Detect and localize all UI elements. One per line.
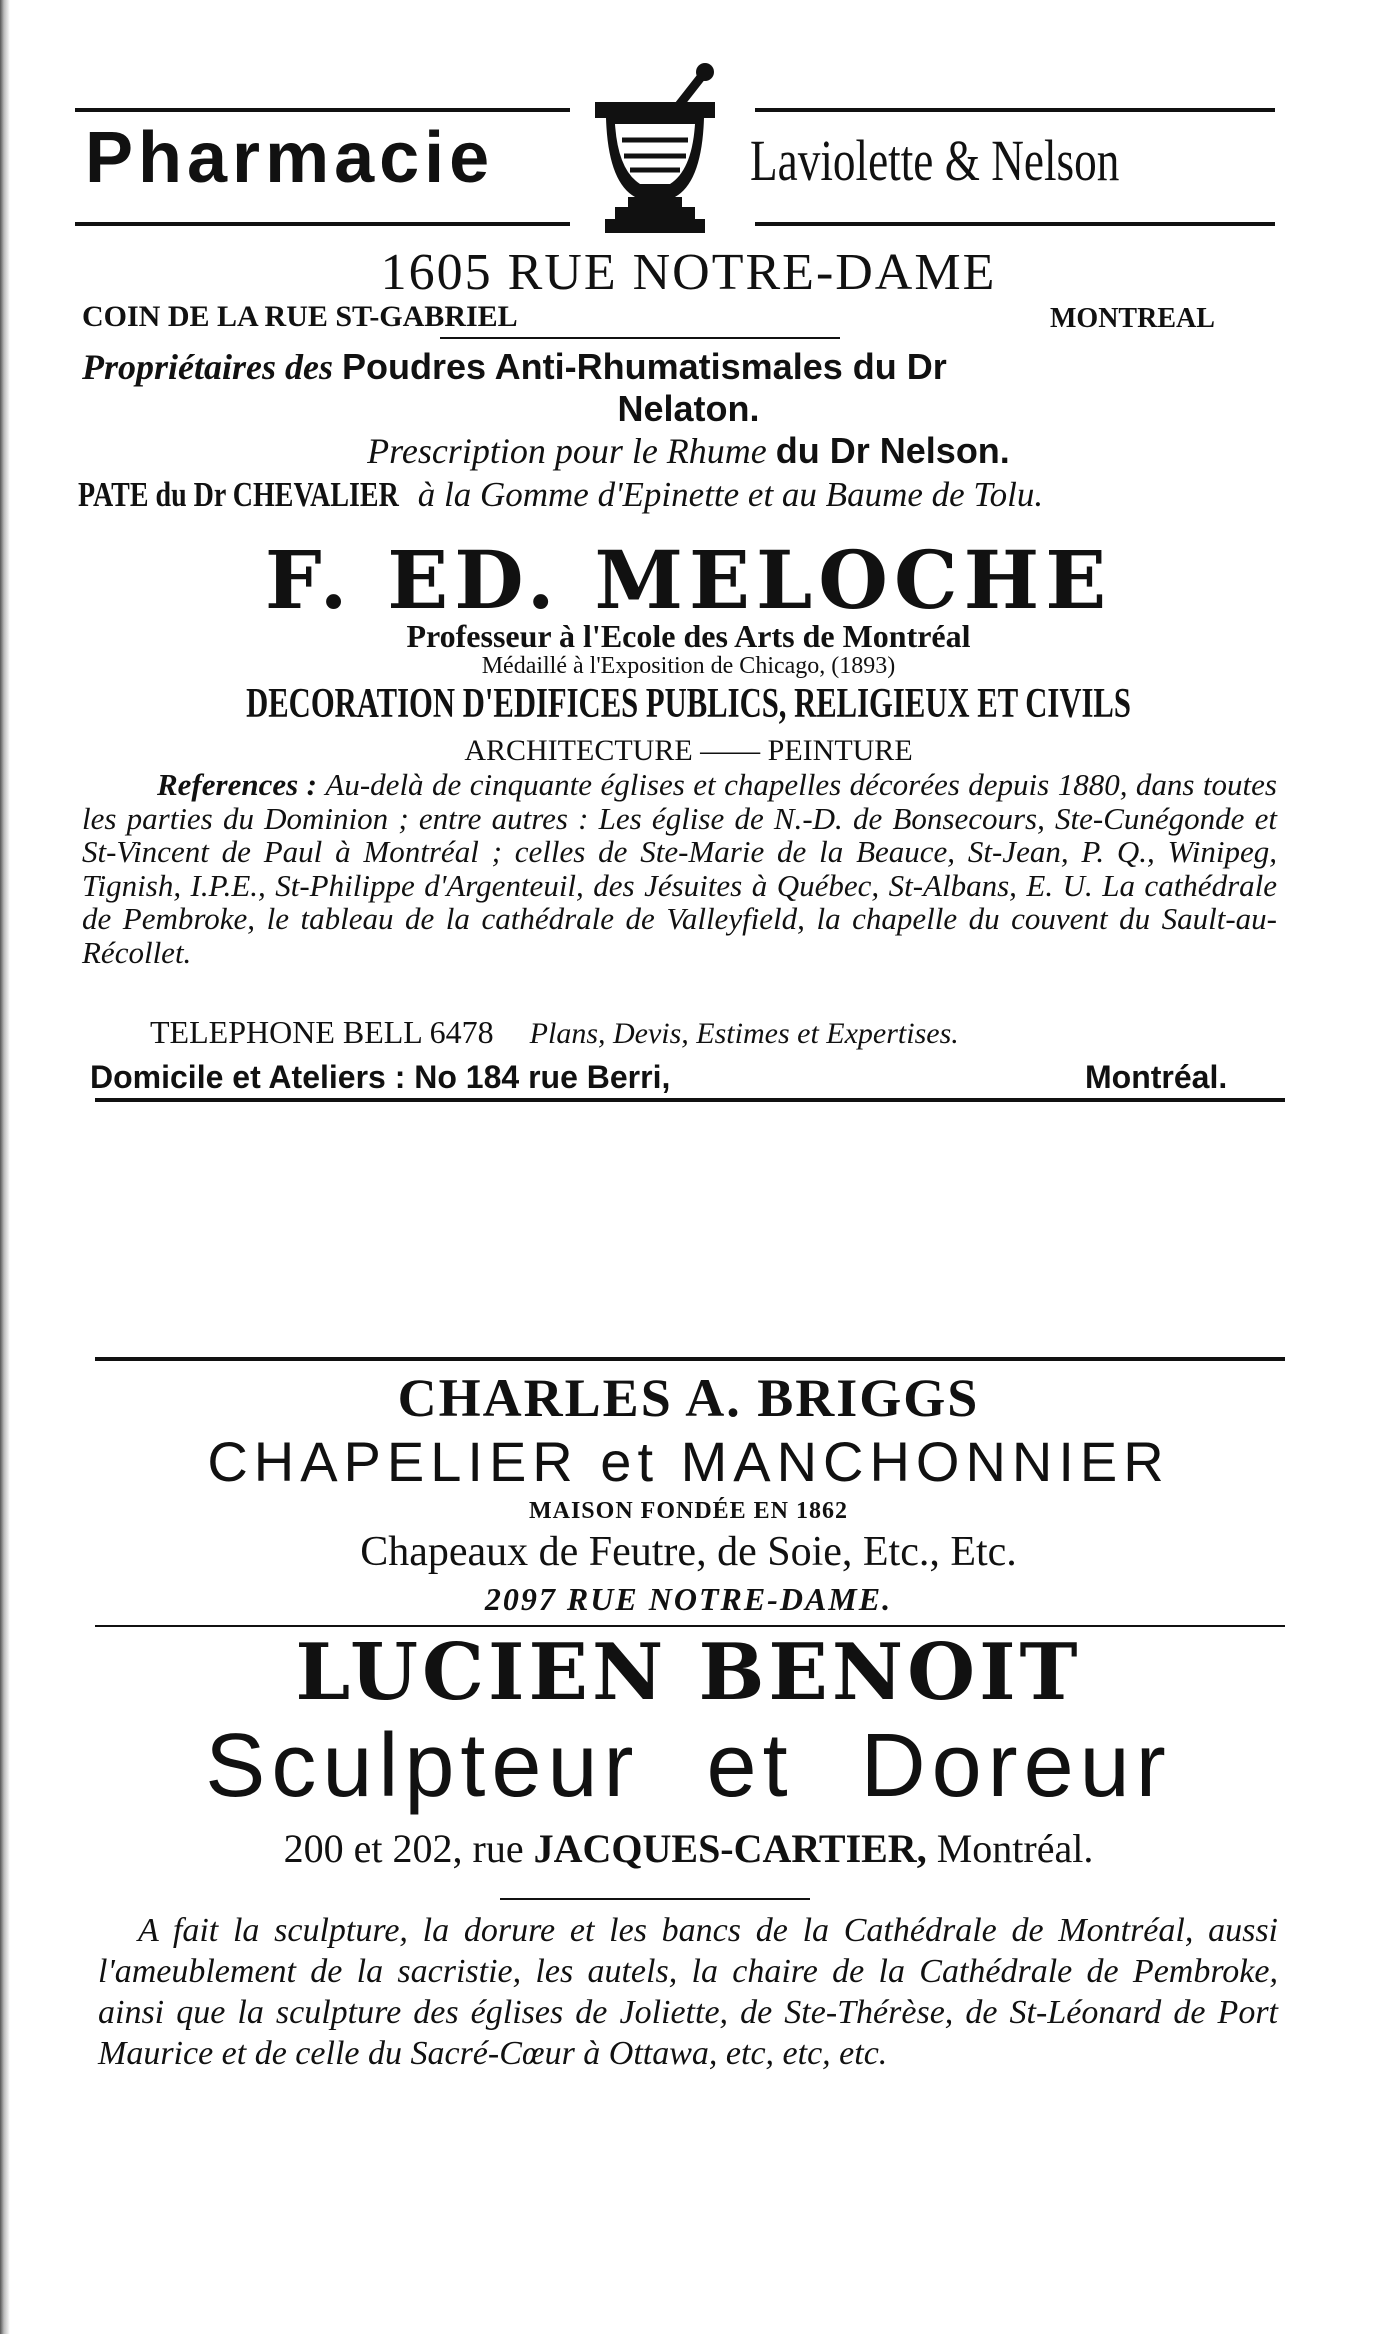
benoit-address-city: Montréal. bbox=[936, 1826, 1094, 1871]
rule bbox=[95, 1357, 1285, 1361]
meloche-refs-label: References : bbox=[157, 767, 317, 802]
benoit-name: LUCIEN BENOIT bbox=[295, 1627, 1082, 1718]
pharmacie-line1-italic: Propriétaires des bbox=[82, 347, 333, 387]
page-edge bbox=[0, 0, 10, 2334]
pharmacie-firm: Laviolette & Nelson bbox=[750, 128, 1120, 193]
pharmacie-line1 bbox=[82, 346, 1277, 388]
briggs-trade: CHAPELIER et MANCHONNIER bbox=[207, 1430, 1170, 1493]
pharmacie-line2 bbox=[0, 430, 1377, 472]
rule bbox=[95, 1098, 1285, 1102]
rule bbox=[755, 108, 1275, 112]
rule bbox=[75, 108, 570, 112]
rule bbox=[755, 222, 1275, 226]
briggs-founded: MAISON FONDÉE EN 1862 bbox=[528, 1498, 849, 1524]
briggs-products: Chapeaux de Feutre, de Soie, Etc., Etc. bbox=[360, 1529, 1017, 1575]
meloche-city: Montréal. bbox=[1085, 1059, 1228, 1095]
meloche-references bbox=[82, 768, 1277, 969]
meloche-medal: Médaillé à l'Exposition de Chicago, (1893) bbox=[481, 653, 896, 679]
pharmacie-line2-italic: Prescription pour le Rhume bbox=[367, 431, 767, 471]
pharmacie-line2-rest: du Dr Nelson. bbox=[775, 430, 1010, 471]
meloche-decoration: DECORATION D'EDIFICES PUBLICS, RELIGIEUX ET CIVILS bbox=[246, 681, 1131, 727]
meloche-domicile: Domicile et Ateliers : No 184 rue Berri, bbox=[90, 1059, 671, 1095]
meloche-refs-text: Au-delà de cinquante églises et chapelles décorées depuis 1880, dans toutes les parties du Dominion ; entre autres : Les église de N.-D. de Bonsecours, Ste-Cunégonde et St-Vincent de Paul à Montréal ; celles de Ste-Marie de la Beauce, St-Jean, P. Q., Winipeg, Tignish, I.P.E., St-Philippe d'Argenteuil, des Jésuites à Québec, St-Albans, E. U. La cathédrale de Pembroke, le tableau de la cathédrale de Valleyfield, la chapelle du couvent du Sault-au-Récollet. bbox=[82, 767, 1277, 970]
benoit-trade: Sculpteur et Doreur bbox=[205, 1716, 1172, 1816]
briggs-name: CHARLES A. BRIGGS bbox=[397, 1368, 980, 1428]
pharmacie-line3-bold: PATE du Dr CHEVALIER bbox=[78, 475, 399, 514]
rule bbox=[500, 1898, 810, 1900]
pharmacie-city: MONTREAL bbox=[1050, 303, 1215, 334]
rule bbox=[75, 222, 570, 226]
pharmacie-line1-rest: Poudres Anti-Rhumatismales du Dr bbox=[341, 346, 947, 387]
pharmacie-line1-cont: Nelaton. bbox=[617, 388, 760, 429]
pharmacie-title: Pharmacie bbox=[85, 118, 495, 198]
pharmacie-corner: COIN DE LA RUE ST-GABRIEL bbox=[82, 300, 518, 333]
meloche-professor: Professeur à l'Ecole des Arts de Montréal bbox=[406, 618, 971, 654]
meloche-telephone: TELEPHONE BELL 6478 bbox=[150, 1014, 494, 1050]
benoit-description: A fait la sculpture, la dorure et les bancs de la Cathédrale de Montréal, aussi l'ameublement de la sacristie, les autels, la chaire de la Cathédrale de Pembroke, ainsi que la sculpture des églises de Joliette, de Ste-Thérèse, de St-Léonard de Port Maurice et de celle du Sacré-Cœur à Ottawa, etc, etc, etc. bbox=[98, 1912, 1278, 2072]
mortar-pestle-icon bbox=[580, 62, 730, 237]
benoit-address-street: JACQUES-CARTIER, bbox=[533, 1826, 927, 1871]
meloche-arch: ARCHITECTURE —— PEINTURE bbox=[464, 734, 913, 767]
meloche-telephone-line bbox=[150, 1013, 959, 1053]
pharmacie-address: 1605 RUE NOTRE-DAME bbox=[380, 244, 997, 301]
benoit-address bbox=[0, 1826, 1377, 1872]
meloche-plans: Plans, Devis, Estimes et Expertises. bbox=[529, 1017, 959, 1050]
benoit-address-pre: 200 et 202, rue bbox=[283, 1826, 524, 1871]
pharmacie-line3 bbox=[78, 474, 1043, 516]
briggs-address: 2097 RUE NOTRE-DAME. bbox=[484, 1581, 893, 1617]
meloche-name: F. ED. MELOCHE bbox=[264, 533, 1113, 627]
rule bbox=[440, 337, 840, 339]
pharmacie-line3-italic: à la Gomme d'Epinette et au Baume de Tolu. bbox=[417, 475, 1044, 514]
